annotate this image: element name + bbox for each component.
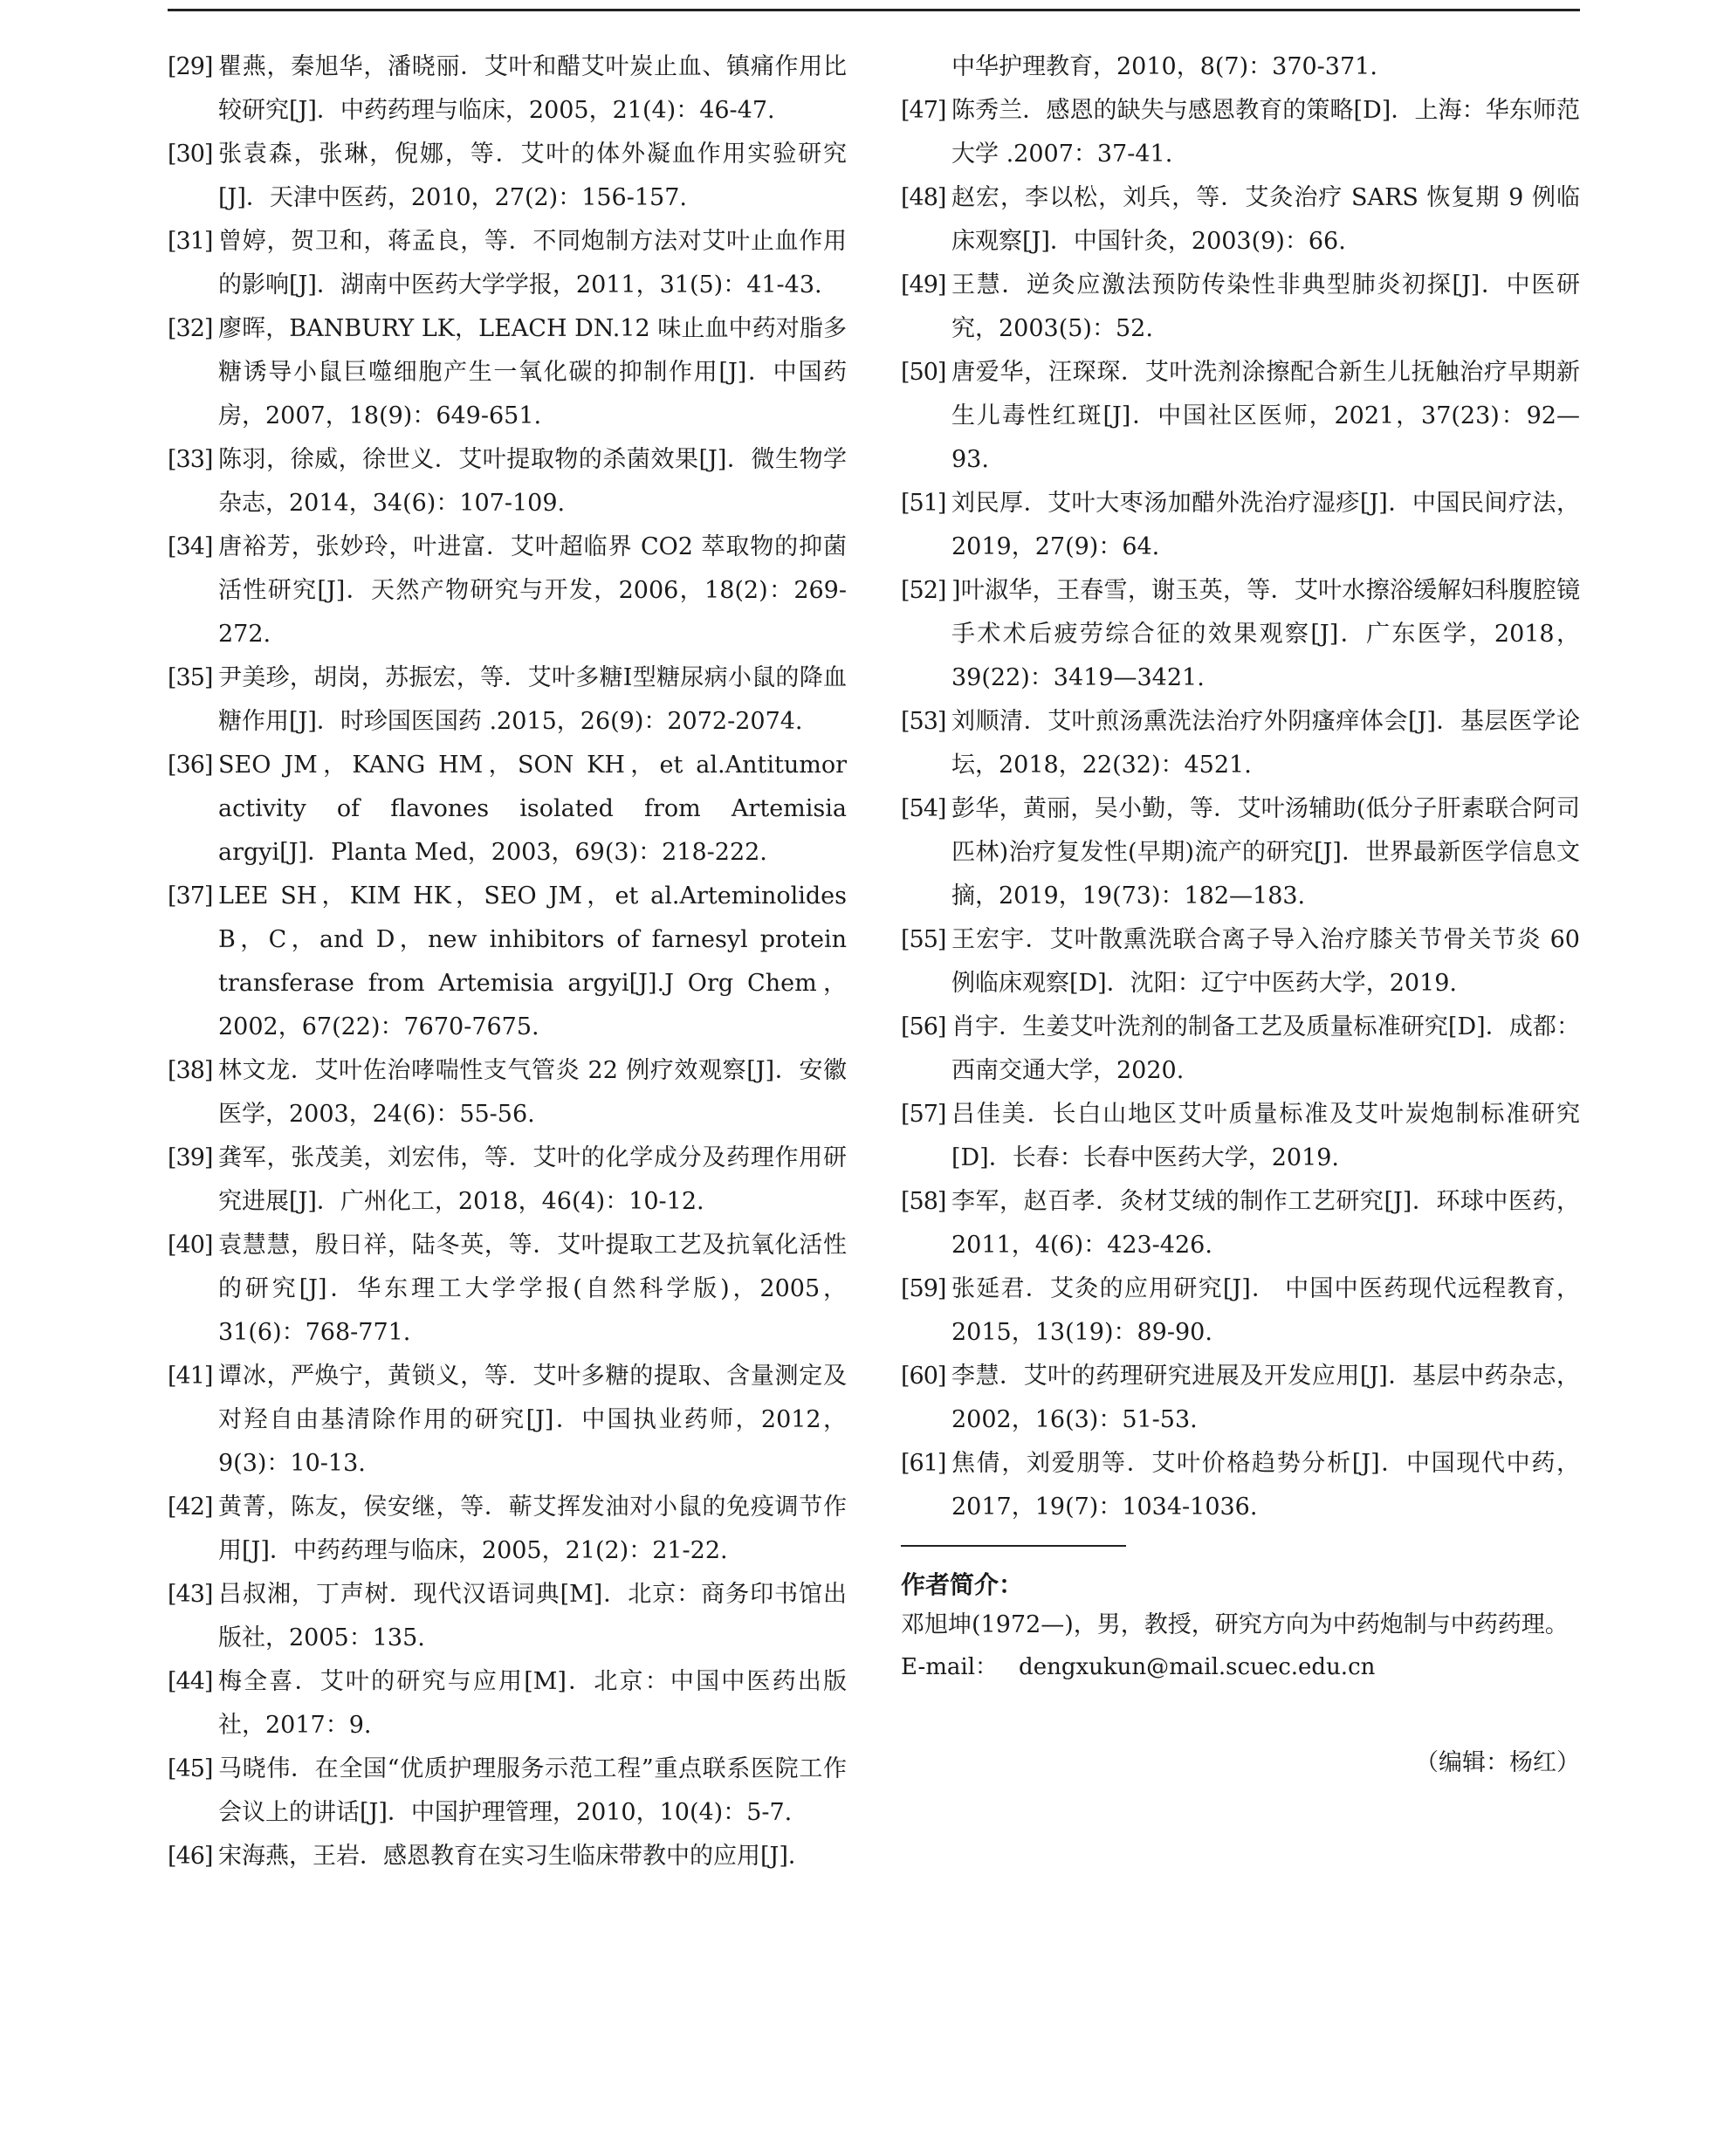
reference-item xyxy=(901,351,1580,482)
reference-continuation xyxy=(901,45,1580,89)
reference-text: 彭华，黄丽，吴小勤，等．艾叶汤辅助(低分子肝素联合阿司匹林)治疗复发性(早期)流产的研究[J]．世界最新医学信息文摘，2019，19(73)：182—183. xyxy=(951,795,1580,910)
reference-item xyxy=(901,787,1580,918)
reference-number: [35] xyxy=(168,664,213,691)
reference-item xyxy=(168,656,847,744)
reference-number: [42] xyxy=(168,1493,213,1521)
reference-text: 瞿燕，秦旭华，潘晓丽．艾叶和醋艾叶炭止血、镇痛作用比较研究[J]．中药药理与临床，2005，21(4)：46-47. xyxy=(218,53,847,124)
reference-text: 廖晖，BANBURY LK，LEACH DN.12 味止血中药对脂多糖诱导小鼠巨噬细胞产生一氧化碳的抑制作用[J]．中国药房，2007，18(9)：649-651. xyxy=(218,315,847,429)
reference-text: 陈羽，徐威，徐世义．艾叶提取物的杀菌效果[J]．微生物学杂志，2014，34(6)：107-109. xyxy=(218,446,847,517)
reference-number: [36] xyxy=(168,752,213,779)
reference-text: 吕佳美．长白山地区艾叶质量标准及艾叶炭炮制标准研究[D]．长春：长春中医药大学，2019. xyxy=(951,1101,1580,1171)
reference-number: [29] xyxy=(168,53,213,80)
reference-text: 刘顺清．艾叶煎汤熏洗法治疗外阴瘙痒体会[J]．基层医学论坛，2018，22(32)：4521. xyxy=(951,708,1580,779)
reference-text: 唐裕芳，张妙玲，叶进富．艾叶超临界 CO2 萃取物的抑菌活性研究[J]．天然产物研究与开发，2006，18(2)：269-272. xyxy=(218,533,847,648)
reference-number: [33] xyxy=(168,446,213,473)
reference-item xyxy=(168,220,847,307)
reference-item xyxy=(168,1049,847,1136)
author-email-line xyxy=(901,1646,1580,1688)
reference-number: [34] xyxy=(168,533,213,560)
reference-number: [51] xyxy=(901,490,946,517)
reference-number: [45] xyxy=(168,1755,213,1782)
left-column xyxy=(168,45,847,1878)
email-label: E-mail： xyxy=(901,1654,999,1680)
reference-item xyxy=(168,1660,847,1747)
reference-item xyxy=(168,744,847,875)
reference-number: [60] xyxy=(901,1363,946,1390)
reference-text: 宋海燕，王岩．感恩教育在实习生临床带教中的应用[J]． xyxy=(218,1843,812,1870)
reference-item xyxy=(168,1835,847,1878)
reference-text: 曾婷，贺卫和，蒋孟良，等．不同炮制方法对艾叶止血作用的影响[J]．湖南中医药大学学报，2011，31(5)：41-43. xyxy=(218,228,847,299)
reference-text: LEE SH，KIM HK，SEO JM，et al.Arteminolides B，C，and D，new inhibitors of farnesyl protein transferase from Artemisia argyi[J].J Org Chem，2002，67(22)：7670-7675. xyxy=(218,882,847,1040)
reference-item xyxy=(168,133,847,220)
reference-text: 肖宇．生姜艾叶洗剂的制备工艺及质量标准研究[D]．成都：西南交通大学，2020. xyxy=(951,1013,1580,1084)
reference-item xyxy=(168,438,847,525)
reference-item xyxy=(901,918,1580,1006)
author-bio-heading: 作者简介： xyxy=(901,1570,1024,1599)
reference-number: [52] xyxy=(901,577,946,604)
reference-item xyxy=(901,1442,1580,1529)
reference-item xyxy=(901,482,1580,569)
right-column xyxy=(901,45,1580,1784)
reference-item xyxy=(168,525,847,656)
editor-note: （编辑：杨红） xyxy=(1415,1749,1580,1776)
reference-text: 梅全喜．艾叶的研究与应用[M]．北京：中国中医药出版社，2017：9. xyxy=(218,1668,847,1739)
reference-item xyxy=(901,1355,1580,1442)
reference-item xyxy=(168,1355,847,1486)
reference-item xyxy=(168,45,847,133)
reference-text: 李军，赵百孝．灸材艾绒的制作工艺研究[J]．环球中医药，2011，4(6)：423-426. xyxy=(951,1188,1580,1259)
email-address: dengxukun@mail.scuec.edu.cn xyxy=(1019,1654,1376,1680)
reference-text: 袁慧慧，殷日祥，陆冬英，等．艾叶提取工艺及抗氧化活性的研究[J]．华东理工大学学报(自然科学版)，2005，31(6)：768-771. xyxy=(218,1232,847,1346)
reference-number: [46] xyxy=(168,1843,213,1870)
reference-text: 赵宏，李以松，刘兵，等．艾灸治疗 SARS 恢复期 9 例临床观察[J]．中国针灸，2003(9)：66. xyxy=(951,184,1580,255)
reference-item xyxy=(901,1180,1580,1267)
reference-number: [32] xyxy=(168,315,213,342)
reference-number: [39] xyxy=(168,1144,213,1171)
reference-number: [59] xyxy=(901,1275,946,1302)
bio-divider xyxy=(901,1545,1126,1547)
reference-number: [47] xyxy=(901,97,946,124)
reference-number: [56] xyxy=(901,1013,946,1040)
reference-text: 尹美珍，胡岗，苏振宏，等．艾叶多糖Ⅰ型糖尿病小鼠的降血糖作用[J]．时珍国医国药 .2015，26(9)：2072-2074. xyxy=(218,664,847,735)
reference-item xyxy=(901,1006,1580,1093)
reference-number: [30] xyxy=(168,141,213,168)
reference-item xyxy=(901,176,1580,264)
reference-item xyxy=(168,307,847,438)
reference-number: [61] xyxy=(901,1450,946,1477)
reference-text: 刘民厚．艾叶大枣汤加醋外洗治疗湿疹[J]．中国民间疗法，2019，27(9)：64. xyxy=(951,490,1580,560)
reference-text: 中华护理教育，2010，8(7)：370-371. xyxy=(951,53,1377,80)
reference-item xyxy=(901,700,1580,787)
reference-number: [55] xyxy=(901,926,946,953)
reference-number: [54] xyxy=(901,795,946,822)
reference-text: 唐爱华，汪琛琛．艾叶洗剂涂擦配合新生儿抚触治疗早期新生儿毒性红斑[J]．中国社区医师，2021，37(23)：92—93. xyxy=(951,359,1580,473)
reference-text: 马晓伟．在全国“优质护理服务示范工程”重点联系医院工作会议上的讲话[J]．中国护理管理，2010，10(4)：5-7. xyxy=(218,1755,847,1826)
reference-number: [38] xyxy=(168,1057,213,1084)
reference-text: 陈秀兰．感恩的缺失与感恩教育的策略[D]．上海：华东师范大学 .2007：37-41. xyxy=(951,97,1580,168)
reference-number: [57] xyxy=(901,1101,946,1128)
reference-item xyxy=(901,89,1580,176)
reference-list-left xyxy=(168,45,847,1878)
reference-list-right xyxy=(901,45,1580,1529)
reference-text: SEO JM，KANG HM，SON KH，et al.Antitumor activity of flavones isolated from Artemisia argyi[J]．Planta Med，2003，69(3)：218-222. xyxy=(218,752,847,866)
reference-number: [58] xyxy=(901,1188,946,1215)
reference-number: [48] xyxy=(901,184,946,211)
reference-item xyxy=(168,1136,847,1224)
reference-number: [43] xyxy=(168,1581,213,1608)
reference-text: ]叶淑华，王春雪，谢玉英，等．艾叶水擦浴缓解妇科腹腔镜手术术后疲劳综合征的效果观察[J]．广东医学，2018，39(22)：3419—3421. xyxy=(951,577,1580,691)
reference-number: [44] xyxy=(168,1668,213,1695)
reference-text: 焦倩，刘爱朋等．艾叶价格趋势分析[J]．中国现代中药，2017，19(7)：1034-1036. xyxy=(951,1450,1580,1521)
reference-text: 林文龙．艾叶佐治哮喘性支气管炎 22 例疗效观察[J]．安徽医学，2003，24(6)：55-56. xyxy=(218,1057,847,1128)
reference-text: 谭冰，严焕宁，黄锁义，等．艾叶多糖的提取、含量测定及对羟自由基清除作用的研究[J]．中国执业药师，2012，9(3)：10-13. xyxy=(218,1363,847,1477)
reference-text: 张袁森，张琳，倪娜，等．艾叶的体外凝血作用实验研究[J]．天津中医药，2010，27(2)：156-157. xyxy=(218,141,847,211)
reference-item xyxy=(168,1224,847,1355)
reference-item xyxy=(168,875,847,1049)
reference-item xyxy=(168,1573,847,1660)
reference-item xyxy=(901,264,1580,351)
reference-item xyxy=(901,1267,1580,1355)
reference-text: 王慧．逆灸应激法预防传染性非典型肺炎初探[J]．中医研究，2003(5)：52. xyxy=(951,271,1580,342)
reference-item xyxy=(168,1486,847,1573)
reference-number: [40] xyxy=(168,1232,213,1259)
reference-number: [37] xyxy=(168,882,213,910)
reference-item xyxy=(901,569,1580,700)
reference-text: 黄菁，陈友，侯安继，等．蕲艾挥发油对小鼠的免疫调节作用[J]．中药药理与临床，2005，21(2)：21-22. xyxy=(218,1493,847,1564)
author-bio-text: 邓旭坤(1972—)，男，教授，研究方向为中药炮制与中药药理。 xyxy=(901,1611,1569,1638)
reference-number: [31] xyxy=(168,228,213,255)
reference-number: [49] xyxy=(901,271,946,299)
reference-text: 王宏宇．艾叶散熏洗联合离子导入治疗膝关节骨关节炎 60 例临床观察[D]．沈阳：辽宁中医药大学，2019. xyxy=(951,926,1580,997)
reference-text: 李慧．艾叶的药理研究进展及开发应用[J]．基层中药杂志，2002，16(3)：51-53. xyxy=(951,1363,1580,1433)
reference-item xyxy=(901,1093,1580,1180)
reference-number: [50] xyxy=(901,359,946,386)
reference-text: 龚军，张茂美，刘宏伟，等．艾叶的化学成分及药理作用研究进展[J]．广州化工，2018，46(4)：10-12. xyxy=(218,1144,847,1215)
reference-number: [41] xyxy=(168,1363,213,1390)
reference-text: 张延君．艾灸的应用研究[J]． 中国中医药现代远程教育，2015，13(19)：89-90. xyxy=(951,1275,1580,1346)
header-rule xyxy=(168,9,1580,11)
reference-text: 吕叔湘，丁声树．现代汉语词典[M]．北京：商务印书馆出版社，2005：135. xyxy=(218,1581,847,1651)
reference-item xyxy=(168,1747,847,1835)
reference-number: [53] xyxy=(901,708,946,735)
